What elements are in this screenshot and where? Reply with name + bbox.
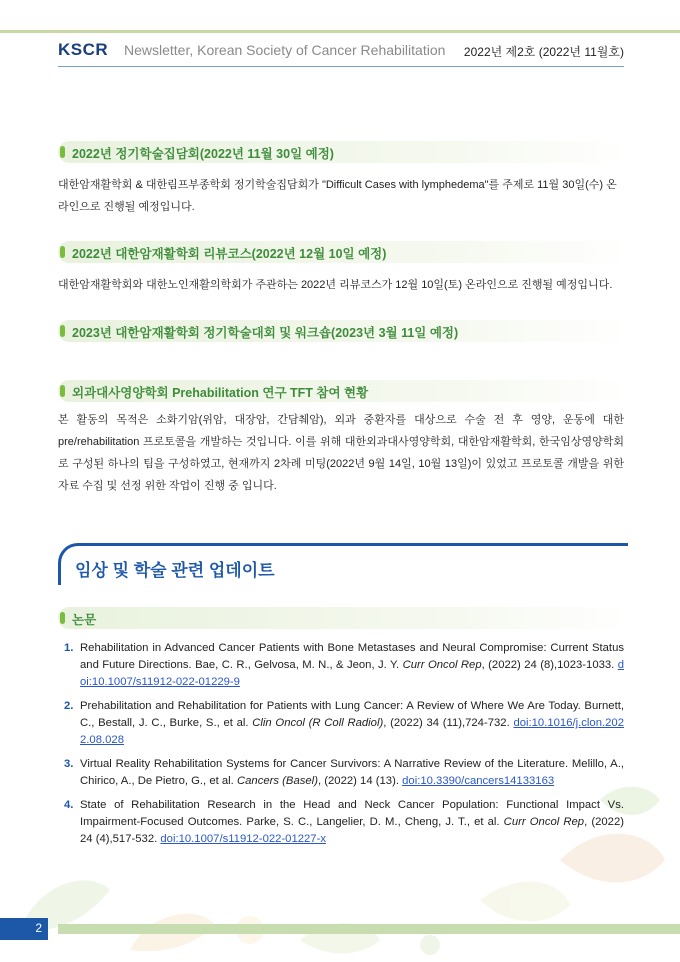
- heading-bullet-icon: [60, 146, 65, 158]
- paper-number: 2.: [64, 700, 74, 712]
- paper-item-3: [58, 756, 624, 790]
- paper-number: 1.: [64, 642, 74, 654]
- section-title: 2022년 정기학술집담회(2022년 11월 30일 예정): [72, 147, 334, 161]
- heading-bullet-icon: [60, 612, 65, 624]
- paper-item-2: [58, 698, 624, 749]
- paper-list: [58, 640, 624, 855]
- heading-bullet-icon: [60, 385, 65, 397]
- paper-doi-link[interactable]: doi:10.1007/s11912-022-01229-9: [80, 659, 624, 688]
- paper-journal: Clin Oncol (R Coll Radiol): [252, 717, 384, 729]
- clinical-updates-title: 임상 및 학술 관련 업데이트: [75, 561, 275, 580]
- paper-citation: Rehabilitation in Advanced Cancer Patients with Bone Metastases and Neural Compromise: Current Status and Future Directions. Bae, C. R., Gelvosa, M. N., & Jeon, J. Y.: [80, 642, 624, 671]
- clinical-updates-heading: [58, 543, 628, 585]
- papers-heading: [58, 607, 628, 629]
- paper-item-4: [58, 797, 624, 848]
- section-title: 2022년 대한암재활학회 리뷰코스(2022년 12월 10일 예정): [72, 247, 387, 261]
- paper-doi-link[interactable]: doi:10.1016/j.clon.2022.08.028: [80, 717, 624, 746]
- section-body-4: 본 활동의 목적은 소화기암(위암, 대장암, 간담췌암), 외과 중환자를 대상으로 수술 전 후 영양, 운동에 대한 pre/rehabilitation 프로토콜을 개발하는 것입니다. 이를 위해 대한외과대사영양학회, 대한암재활학회, 한국임상영양학회로 구성된 하나의 팀을 구성하였고, 현재까지 2차례 미팅(2022년 9월 14일, 10월 13일)이 있었고 프로토콜 개발을 위한 자료 수집 및 선정 위한 작업이 진행 중 입니다.: [58, 414, 624, 492]
- paper-number: 4.: [64, 799, 74, 811]
- paper-citation: State of Rehabilitation Research in the Head and Neck Cancer Population: Functional Impact Vs. Impairment-Focused Outcomes. Parke, S. C., Langelier, D. M., Cheng, J. T., et al.: [80, 799, 624, 828]
- header-rule: [58, 66, 624, 67]
- issue-label: 2022년 제2호 (2022년 11월호): [463, 45, 624, 59]
- paper-details: , (2022) 34 (11),724-732.: [383, 717, 514, 729]
- footer-rule: [58, 924, 680, 934]
- paper-details: , (2022) 24 (8),1023-1033.: [481, 659, 618, 671]
- paper-journal: Curr Oncol Rep: [402, 659, 482, 671]
- page-number-box: [0, 918, 48, 940]
- paper-item-1: [58, 640, 624, 691]
- page-number: 2: [35, 921, 42, 935]
- section-heading-1: [58, 141, 628, 163]
- paper-doi-link[interactable]: doi:10.3390/cancers14133163: [402, 775, 555, 787]
- section-heading-4: [58, 380, 628, 402]
- section-heading-2: [58, 241, 628, 263]
- paper-journal: Curr Oncol Rep: [503, 816, 585, 828]
- papers-title: 논문: [72, 613, 97, 627]
- section-body-2: 대한암재활학회와 대한노인재활의학회가 주관하는 2022년 리뷰코스가 12월 10일(토) 온라인으로 진행될 예정입니다.: [58, 279, 613, 291]
- heading-bullet-icon: [60, 246, 65, 258]
- section-title: 2023년 대한암재활학회 정기학술대회 및 워크숍(2023년 3월 11일 예정): [72, 326, 459, 340]
- section-title: 외과대사영양학회 Prehabilitation 연구 TFT 참여 현황: [72, 386, 369, 400]
- top-rule: [0, 30, 680, 33]
- paper-doi-link[interactable]: doi:10.1007/s11912-022-01227-x: [160, 833, 326, 845]
- kscr-logo: KSCR: [58, 40, 109, 59]
- section-heading-3: [58, 320, 628, 342]
- section-body-1: 대한암재활학회 & 대한림프부종학회 정기학술집담회가 "Difficult Cases with lymphedema"를 주제로 11월 30일(수) 온라인으로 진행될 예정입니다.: [58, 179, 617, 213]
- heading-bullet-icon: [60, 325, 65, 337]
- paper-citation: Virtual Reality Rehabilitation Systems for Cancer Survivors: A Narrative Review of the Literature. Melillo, A., Chirico, A., De Pietro, G., et al.: [80, 758, 624, 787]
- paper-details: , (2022) 14 (13).: [317, 775, 403, 787]
- paper-number: 3.: [64, 758, 74, 770]
- paper-citation: Prehabilitation and Rehabilitation for Patients with Lung Cancer: A Review of Where We Are Today. Burnett, C., Bestall, J. C., Burke, S., et al.: [80, 700, 624, 729]
- page-header: [58, 40, 624, 62]
- newsletter-title: Newsletter, Korean Society of Cancer Rehabilitation: [124, 42, 446, 58]
- paper-details: , (2022) 24 (4),517-532.: [80, 816, 624, 845]
- paper-journal: Cancers (Basel): [236, 775, 318, 787]
